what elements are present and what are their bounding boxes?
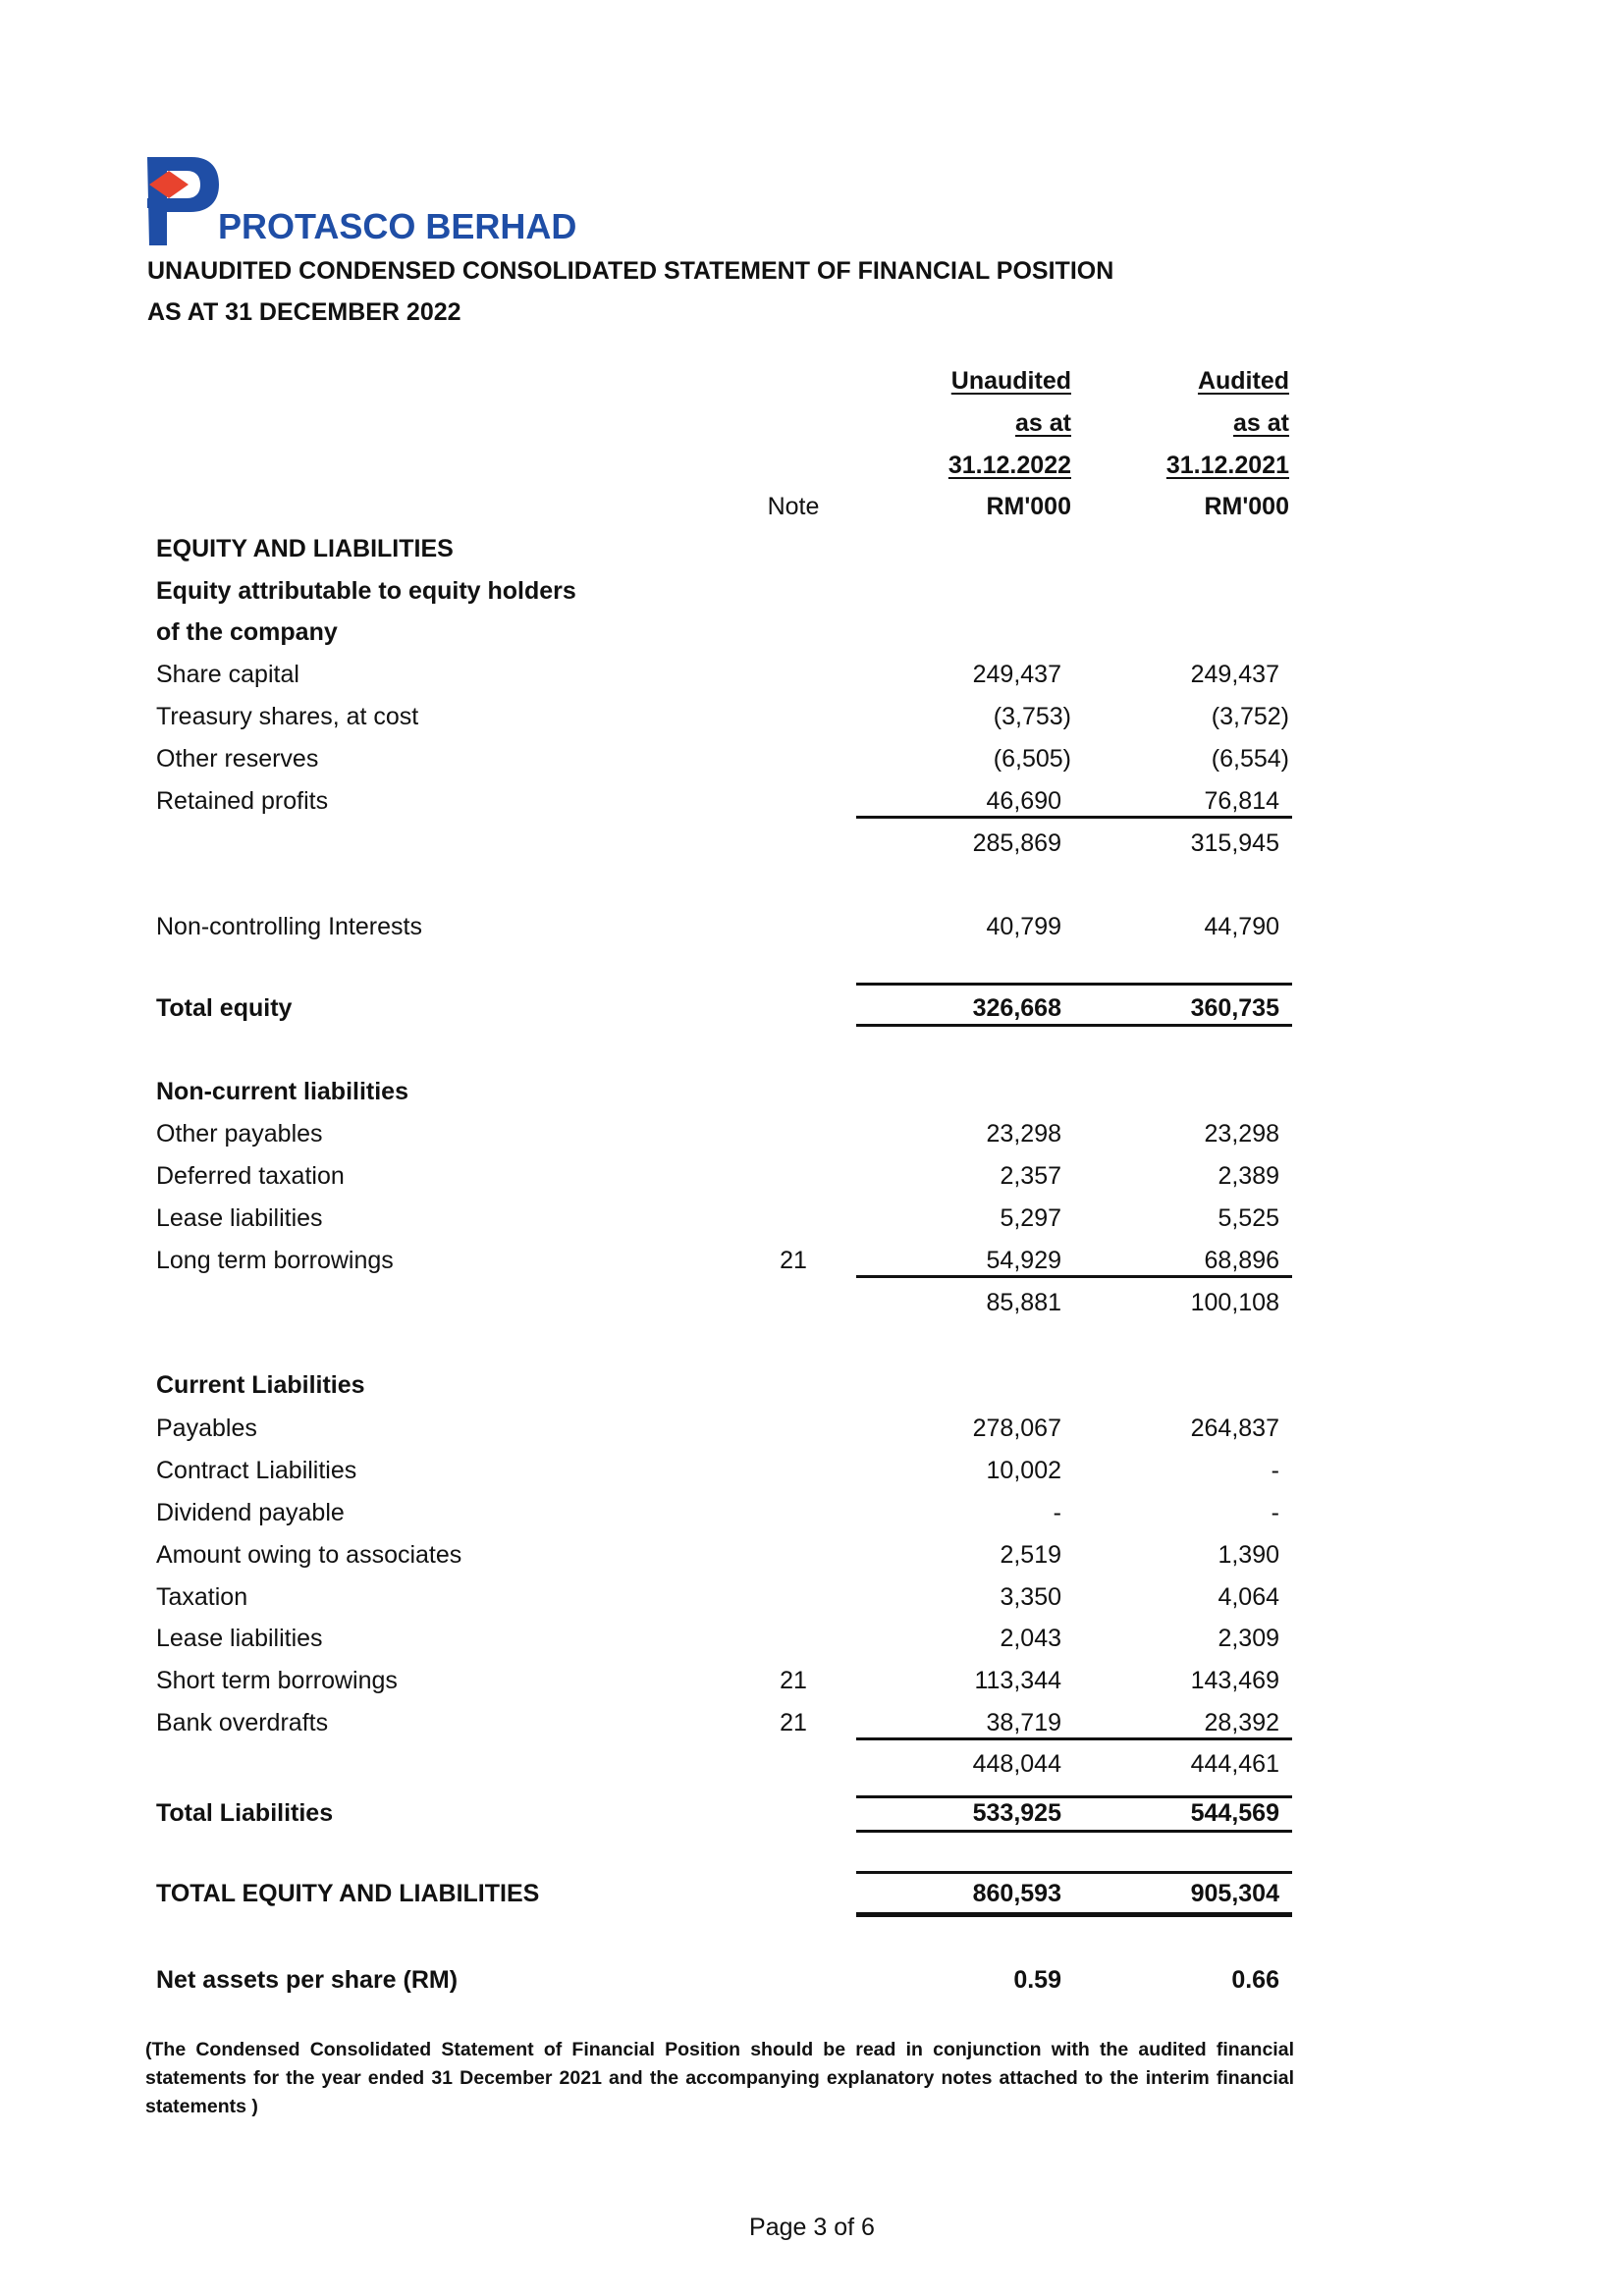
- total-equity-2021: 360,735: [1190, 994, 1279, 1022]
- row-value-2022: 54,929: [986, 1247, 1061, 1274]
- row-label: Deferred taxation: [156, 1162, 345, 1190]
- row-value-2022: 249,437: [972, 661, 1061, 688]
- row-value-2022: (3,753): [993, 703, 1071, 730]
- col2-header-date: 31.12.2021: [1165, 452, 1289, 479]
- equity-subtotal-2021: 315,945: [1190, 829, 1279, 857]
- row-label: Lease liabilities: [156, 1204, 323, 1232]
- total-liabilities-top-rule: [856, 1795, 1292, 1798]
- equity-subtotal-2022: 285,869: [972, 829, 1061, 857]
- row-value-2022: 5,297: [1000, 1204, 1061, 1232]
- row-label: Lease liabilities: [156, 1625, 323, 1652]
- col1-header-status: Unaudited: [950, 367, 1071, 395]
- row-value-2022: 2,519: [1000, 1541, 1061, 1569]
- subtotal-rule: [856, 816, 1292, 819]
- grand-total-2021: 905,304: [1190, 1880, 1279, 1907]
- row-label: Share capital: [156, 661, 299, 688]
- col1-header-date: 31.12.2022: [947, 452, 1071, 479]
- row-value-2021: 2,389: [1218, 1162, 1279, 1190]
- col2-header-asat: as at: [1233, 409, 1289, 437]
- footnote: (The Condensed Consolidated Statement of Financial Position should be read in conjunction with the audited financial statements for the year ended 31 December 2021 and the accompanying explanatory notes attached to the interim financial statements ): [145, 2039, 1294, 2117]
- row-value-2021: 28,392: [1204, 1709, 1279, 1736]
- row-label: Contract Liabilities: [156, 1457, 357, 1484]
- row-label: Treasury shares, at cost: [156, 703, 419, 730]
- col1-header-asat: as at: [1015, 409, 1071, 437]
- section-equity-attributable-cont: of the company: [156, 618, 338, 646]
- section-current-liabilities: Current Liabilities: [156, 1371, 365, 1399]
- row-value-2022: 23,298: [986, 1120, 1061, 1148]
- non-current-subtotal-2021: 100,108: [1190, 1289, 1279, 1316]
- row-value-2021: (6,554): [1211, 745, 1289, 773]
- row-label: Payables: [156, 1415, 257, 1442]
- row-label: Short term borrowings: [156, 1667, 398, 1694]
- col2-header-status: Audited: [1197, 367, 1289, 395]
- row-value-2022: 3,350: [1000, 1583, 1061, 1611]
- total-equity-bottom-rule: [856, 1024, 1292, 1027]
- row-value-2021: 2,309: [1218, 1625, 1279, 1652]
- total-liabilities-label: Total Liabilities: [156, 1799, 334, 1827]
- subtotal-rule: [856, 1275, 1292, 1278]
- row-value-2021: -: [1271, 1499, 1279, 1526]
- col1-header-unit: RM'000: [986, 493, 1071, 520]
- row-value-2022: 38,719: [986, 1709, 1061, 1736]
- protasco-p-logo-icon: [147, 157, 221, 247]
- row-value-2022: 46,690: [986, 787, 1061, 815]
- total-equity-label: Total equity: [156, 994, 293, 1022]
- row-value-2022: 2,357: [1000, 1162, 1061, 1190]
- document-subtitle: AS AT 31 DECEMBER 2022: [147, 298, 461, 326]
- row-label: Long term borrowings: [156, 1247, 394, 1274]
- row-value-2021: 1,390: [1218, 1541, 1279, 1569]
- section-equity-attributable: Equity attributable to equity holders: [156, 577, 576, 605]
- nci-2022: 40,799: [986, 913, 1061, 940]
- row-value-2022: 10,002: [986, 1457, 1061, 1484]
- total-equity-2022: 326,668: [972, 994, 1061, 1022]
- total-equity-top-rule: [856, 983, 1292, 986]
- subtotal-rule: [856, 1737, 1292, 1740]
- grand-total-top-rule: [856, 1871, 1292, 1874]
- naps-2021: 0.66: [1231, 1966, 1279, 1994]
- current-subtotal-2021: 444,461: [1190, 1750, 1279, 1778]
- row-label: Amount owing to associates: [156, 1541, 462, 1569]
- row-value-2021: 23,298: [1204, 1120, 1279, 1148]
- total-liabilities-2022: 533,925: [972, 1799, 1061, 1827]
- row-label: Retained profits: [156, 787, 329, 815]
- naps-2022: 0.59: [1013, 1966, 1061, 1994]
- row-note: 21: [780, 1247, 807, 1274]
- grand-total-bottom-rule: [856, 1912, 1292, 1917]
- row-value-2022: 2,043: [1000, 1625, 1061, 1652]
- document-title: UNAUDITED CONDENSED CONSOLIDATED STATEMENT OF FINANCIAL POSITION: [147, 257, 1114, 285]
- section-non-current-liabilities: Non-current liabilities: [156, 1078, 408, 1105]
- row-label: Other reserves: [156, 745, 319, 773]
- row-label: Dividend payable: [156, 1499, 345, 1526]
- nci-2021: 44,790: [1204, 913, 1279, 940]
- row-value-2021: 4,064: [1218, 1583, 1279, 1611]
- company-logo: [147, 157, 589, 247]
- current-subtotal-2022: 448,044: [972, 1750, 1061, 1778]
- row-note: 21: [780, 1667, 807, 1694]
- row-value-2022: 113,344: [974, 1667, 1061, 1694]
- row-value-2021: -: [1271, 1457, 1279, 1484]
- page-number: Page 3 of 6: [749, 2214, 875, 2241]
- row-value-2021: 143,469: [1190, 1667, 1279, 1694]
- grand-total-2022: 860,593: [972, 1880, 1061, 1907]
- total-liabilities-bottom-rule: [856, 1830, 1292, 1833]
- row-note: 21: [780, 1709, 807, 1736]
- row-value-2021: 264,837: [1190, 1415, 1279, 1442]
- row-value-2021: 249,437: [1190, 661, 1279, 688]
- row-value-2022: 278,067: [972, 1415, 1061, 1442]
- company-name: PROTASCO BERHAD: [218, 206, 577, 246]
- row-label: Bank overdrafts: [156, 1709, 329, 1736]
- non-current-subtotal-2022: 85,881: [986, 1289, 1061, 1316]
- section-equity-and-liabilities: EQUITY AND LIABILITIES: [156, 535, 454, 562]
- col2-header-unit: RM'000: [1204, 493, 1289, 520]
- note-column-header: Note: [767, 493, 820, 520]
- row-value-2021: 68,896: [1204, 1247, 1279, 1274]
- naps-label: Net assets per share (RM): [156, 1966, 459, 1994]
- row-label: Taxation: [156, 1583, 248, 1611]
- row-value-2022: -: [1053, 1499, 1061, 1526]
- row-label: Other payables: [156, 1120, 323, 1148]
- row-value-2021: 5,525: [1218, 1204, 1279, 1232]
- row-value-2022: (6,505): [993, 745, 1071, 773]
- total-liabilities-2021: 544,569: [1190, 1799, 1279, 1827]
- nci-label: Non-controlling Interests: [156, 913, 422, 940]
- grand-total-label: TOTAL EQUITY AND LIABILITIES: [156, 1880, 540, 1907]
- row-value-2021: (3,752): [1211, 703, 1289, 730]
- row-value-2021: 76,814: [1204, 787, 1279, 815]
